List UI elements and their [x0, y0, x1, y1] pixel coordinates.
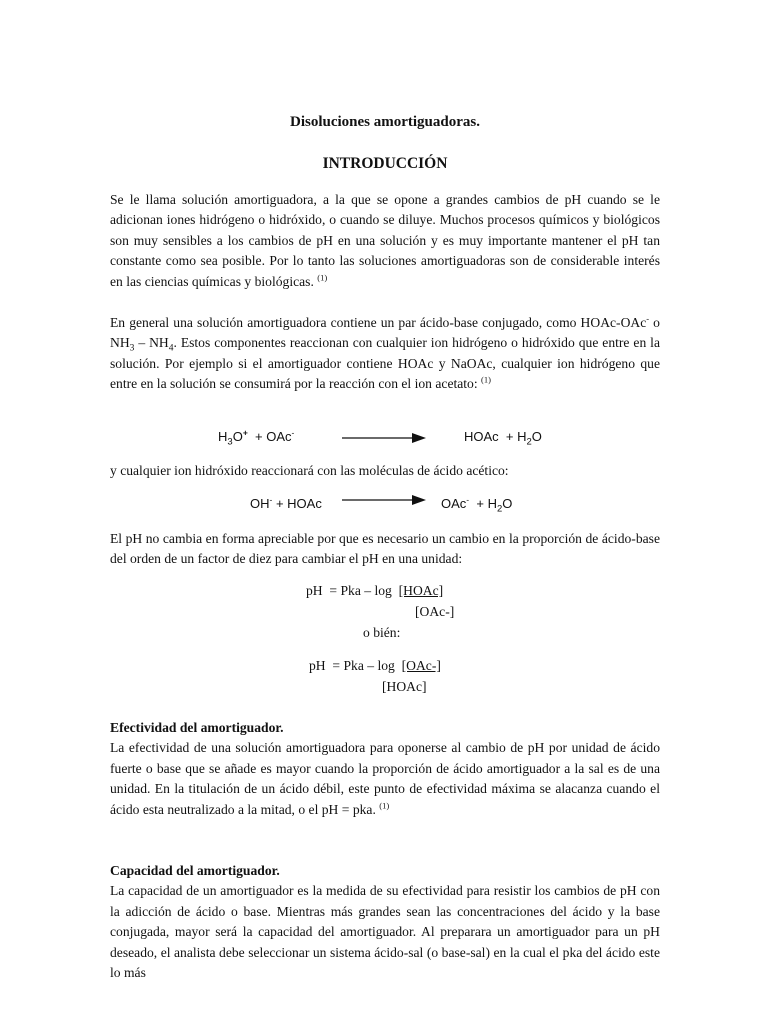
eq1-plus: + [242, 427, 248, 438]
intro-p2-text-a: En general una solución amortiguadora contiene un par ácido-base conjugado, como HOAc-OAc [110, 315, 647, 330]
efectividad-section [110, 718, 660, 820]
eq1-o2: O [531, 429, 542, 444]
equation-2-products [441, 494, 513, 515]
capacidad-section [110, 861, 660, 983]
intro-p2-text-d: . Estos componentes reaccionan con cualquier ion hidrógeno o hidróxido que entre en la solución. Por ejemplo si el amortiguador contiene HOAc y NaOAc, cualquier ion hidrógeno que entre en la solución se consumirá por la reacción con el ion acetato: [110, 335, 660, 392]
efectividad-heading: Efectividad del amortiguador. [110, 720, 284, 735]
formula2-numerator: [OAc-] [401, 658, 441, 673]
henderson-formula-2 [309, 658, 441, 674]
eq2-minus: - [269, 494, 273, 505]
intro-p2-sub4: 4 [168, 344, 174, 355]
efectividad-body: La efectividad de una solución amortiguadora para oponerse al cambio de pH por unidad de ácido fuerte o base que se añade es mayor cuando la proporción de ácido amortiguador a la sal es de una unidad. En la titulación de un ácido débil, este punto de efectividad máxima se alacanza cuando el ácido esta neutralizado a la mitad, o el pH = pka. [110, 740, 660, 817]
formula1-lhs: pH = Pka – log [306, 583, 399, 598]
intro-p2-minus: - [646, 313, 650, 324]
capacidad-heading: Capacidad del amortiguador. [110, 863, 280, 878]
capacidad-body: La capacidad de un amortiguador es la medida de su efectividad para resistir los cambios de pH con la adicción de ácido o base. Mientras más grandes sean las concentraciones del ácido y la base conjugada, mayor será la capacidad del amortiguador. Al preparara un amortiguador para un pH deseado, el analista debe seleccionar un sistema ácido-sal (o base-sal) en la cual el pka del ácido este lo más [110, 883, 660, 981]
intro-p2-sub3: 3 [129, 344, 135, 355]
reference-marker: (1) [317, 272, 328, 283]
reference-marker: (1) [481, 374, 491, 385]
formula2-denominator: [HOAc] [382, 679, 427, 694]
between-text: y cualquier ion hidróxido reaccionará con las moléculas de ácido acético: [110, 463, 509, 478]
intro-paragraph-1-text: Se le llama solución amortiguadora, a la que se opone a grandes cambios de pH cuando se le adicionan iones hidrógeno o hidróxido, o cuando se diluye. Muchos procesos químicos y biológicos son muy sensibles a los cambios de pH en una solución y es muy importante mantener el pH tan constante como sea posible. Por lo tanto las soluciones amortiguadoras son de considerable interés en las ciencias químicas y biológicas. [110, 192, 660, 289]
eq2-oh: OH [250, 496, 270, 511]
eq1-oac: + OAc [247, 429, 292, 444]
or-text: o bién: [363, 625, 401, 640]
henderson-formula-1 [306, 583, 443, 599]
eq1-h: H [218, 429, 228, 444]
section-title-introduccion: INTRODUCCIÓN [322, 155, 448, 172]
intro-paragraph-2 [110, 313, 660, 395]
eq2-minus2: - [466, 494, 470, 505]
ph-paragraph: El pH no cambia en forma apreciable por que es necesario un cambio en la proporción de ácido-base del orden de un factor de diez para cambiar el pH en una unidad: [110, 531, 660, 567]
eq1-sub3: 3 [227, 436, 233, 448]
eq2-h: + H [469, 496, 497, 511]
document-title: Disoluciones amortiguadoras. [289, 114, 480, 130]
intro-p2-text-b: o NH [110, 315, 660, 351]
eq2-o: O [502, 496, 513, 511]
reaction-arrow-icon [342, 430, 428, 446]
equation-2-reactants [250, 496, 322, 511]
eq1-sub2: 2 [526, 436, 532, 448]
intro-paragraph-1 [110, 190, 660, 292]
equation-1-products [464, 429, 542, 448]
formula1-denominator: [OAc-] [415, 604, 455, 619]
eq2-sub2: 2 [496, 503, 503, 515]
eq1-minus: - [291, 427, 295, 438]
intro-p2-text-c: – NH [134, 335, 169, 351]
eq1-o: O [232, 429, 243, 444]
formula2-lhs: pH = Pka – log [309, 658, 402, 673]
reaction-arrow-icon [342, 492, 428, 508]
equation-1-reactants [218, 427, 295, 448]
formula1-numerator: [HOAc] [398, 583, 444, 598]
eq1-hoac: HOAc + H [464, 429, 527, 444]
eq2-hoac: + HOAc [272, 496, 322, 511]
reference-marker: (1) [379, 800, 390, 811]
document-page [110, 0, 660, 1024]
eq2-oac: OAc [441, 496, 467, 511]
